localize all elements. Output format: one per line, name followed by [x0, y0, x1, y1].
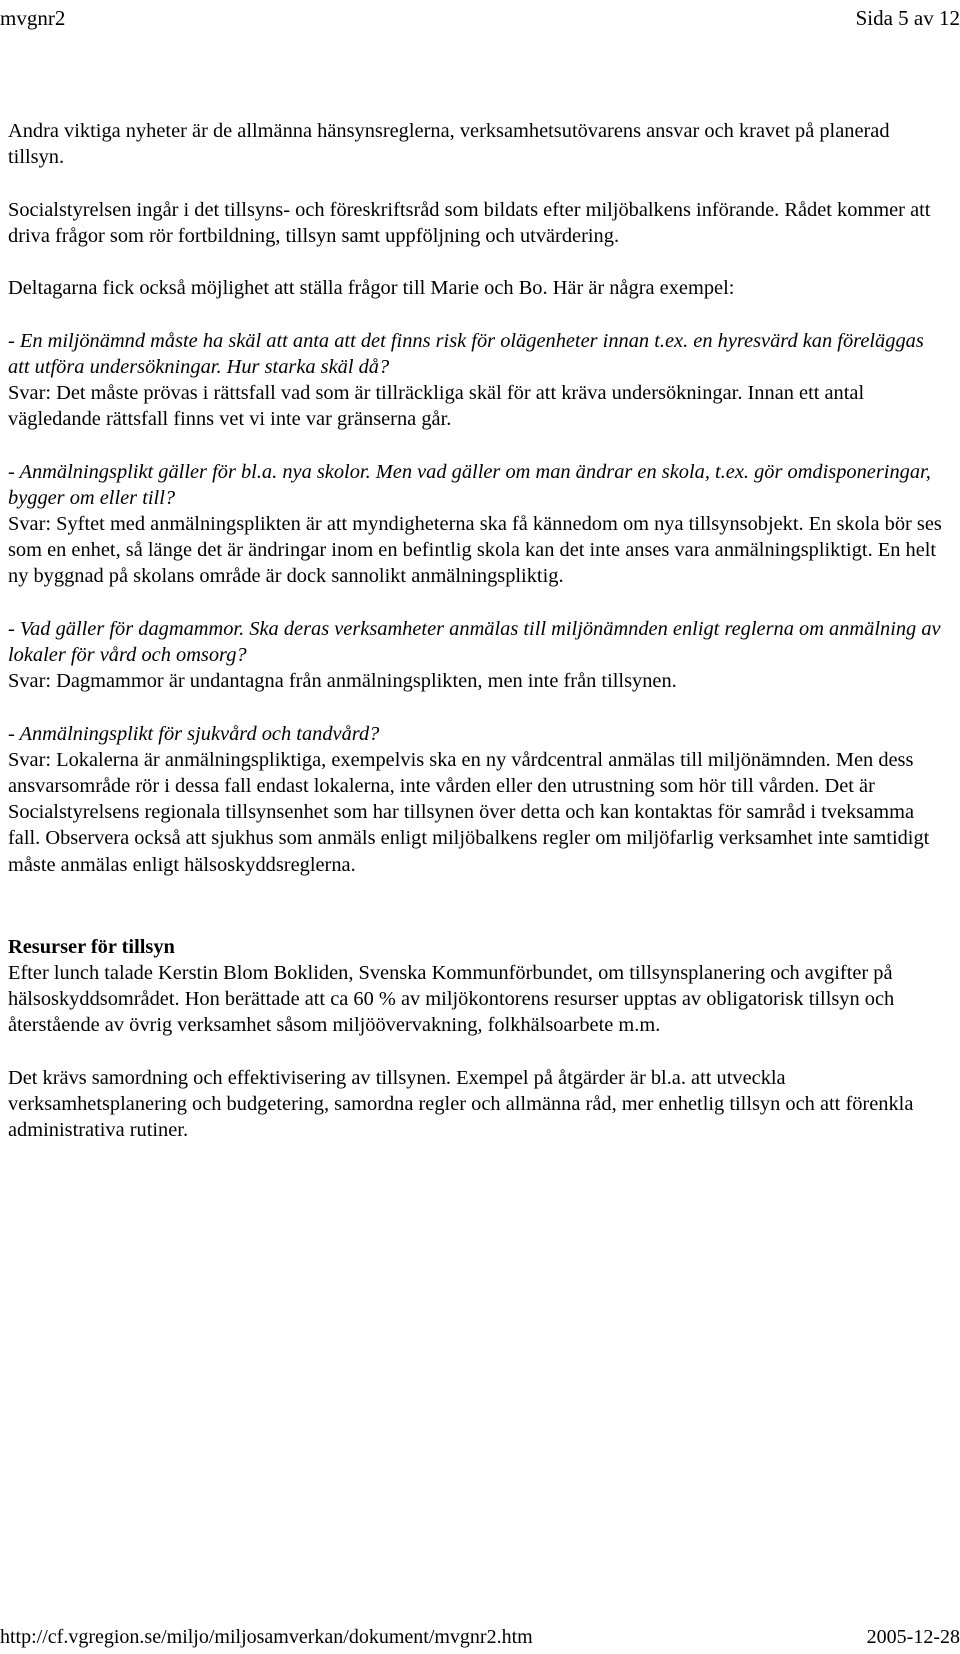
answer: Svar: Syftet med anmälningsplikten är att myndigheterna ska få kännedom om nya tillsynsobjekt. En skola bör ses som en enhet, så länge det är ändringar inom en befintlig skola kan det inte anses vara anmälningspliktigt. En helt ny byggnad på skolans område är dock sannolikt anmälningspliktig. — [8, 512, 942, 588]
question-text: - Anmälningsplikt gäller för bl.a. nya skolor. Men vad gäller om man ändrar en skola, t.ex. gör omdisponeringar, bygger om eller till? — [8, 460, 931, 509]
paragraph: Andra viktiga nyheter är de allmänna hänsynsreglerna, verksamhetsutövarens ansvar och kravet på planerad tillsyn. — [8, 120, 890, 169]
answer: Svar: Dagmammor är undantagna från anmälningsplikten, men inte från tillsynen. — [8, 670, 677, 693]
section-heading: Resurser för tillsyn — [8, 935, 175, 958]
paragraph: Efter lunch talade Kerstin Blom Bokliden, Svenska Kommunförbundet, om tillsynsplanering och avgifter på hälsoskyddsområdet. Hon berättade att ca 60 % av miljökontorens resurser upptas av obligatorisk tillsyn och återstående av övrig verksamhet såsom miljöövervakning, folkhälsoarbete m.m. — [8, 962, 895, 1037]
source-url: http://cf.vgregion.se/miljo/miljosamverkan/dokument/mvgnr2.htm — [0, 1626, 533, 1648]
question — [8, 616, 948, 668]
question-text: - Vad gäller för dagmammor. Ska deras verksamheter anmälas till miljönämnden enligt reglerna om anmälning av lokaler för vård och omsorg? — [8, 617, 941, 666]
answer: Svar: Lokalerna är anmälningspliktiga, exempelvis ska en ny vårdcentral anmälas till miljönämnden. Men dess ansvarsområde rör i dessa fall endast lokalerna, inte vården eller den utrustning som hör till vården. Det är Socialstyrelsens regionala tillsynsenhet som har tillsynen över detta och kan kontaktas för samråd i tveksamma fall. Observera också att sjukhus som anmäls enligt miljöbalkens regler om miljöfarlig verksamhet inte samtidigt måste anmälas enligt hälsoskyddsreglerna. — [8, 748, 930, 876]
question-text: - En miljönämnd måste ha skäl att anta att det finns risk för olägenheter innan t.ex. en hyresvärd kan föreläggas att utföra undersökningar. Hur starka skäl då? — [8, 329, 924, 378]
question — [8, 328, 948, 380]
paragraph: Socialstyrelsen ingår i det tillsyns- och föreskriftsråd som bildats efter miljöbalkens införande. Rådet kommer att driva frågor som rör fortbildning, tillsyn samt uppföljning och utvärdering. — [8, 198, 931, 247]
section-spacer — [8, 878, 948, 934]
question — [8, 459, 948, 511]
page-header — [0, 3, 960, 33]
document-title: mvgnr2 — [0, 6, 66, 30]
print-date: 2005-12-28 — [866, 1626, 960, 1648]
answer: Svar: Det måste prövas i rättsfall vad som är tillräckliga skäl för att kräva undersökningar. Innan ett antal vägledande rättsfall finns vet vi inte var gränserna går. — [8, 381, 865, 431]
question-text: - Anmälningsplikt för sjukvård och tandvård? — [8, 722, 380, 745]
document-body — [8, 118, 948, 1170]
paragraph: Det krävs samordning och effektivisering av tillsynen. Exempel på åtgärder är bl.a. att utveckla verksamhetsplanering och budgetering, samordna regler och allmänna råd, mer enhetlig tillsyn och att förenkla administrativa rutiner. — [8, 1066, 914, 1142]
page-number: Sida 5 av 12 — [855, 6, 960, 30]
paragraph: Deltagarna fick också möjlighet att ställa frågor till Marie och Bo. Här är några exempel: — [8, 277, 735, 300]
page-footer — [0, 1622, 960, 1652]
question — [8, 721, 948, 747]
